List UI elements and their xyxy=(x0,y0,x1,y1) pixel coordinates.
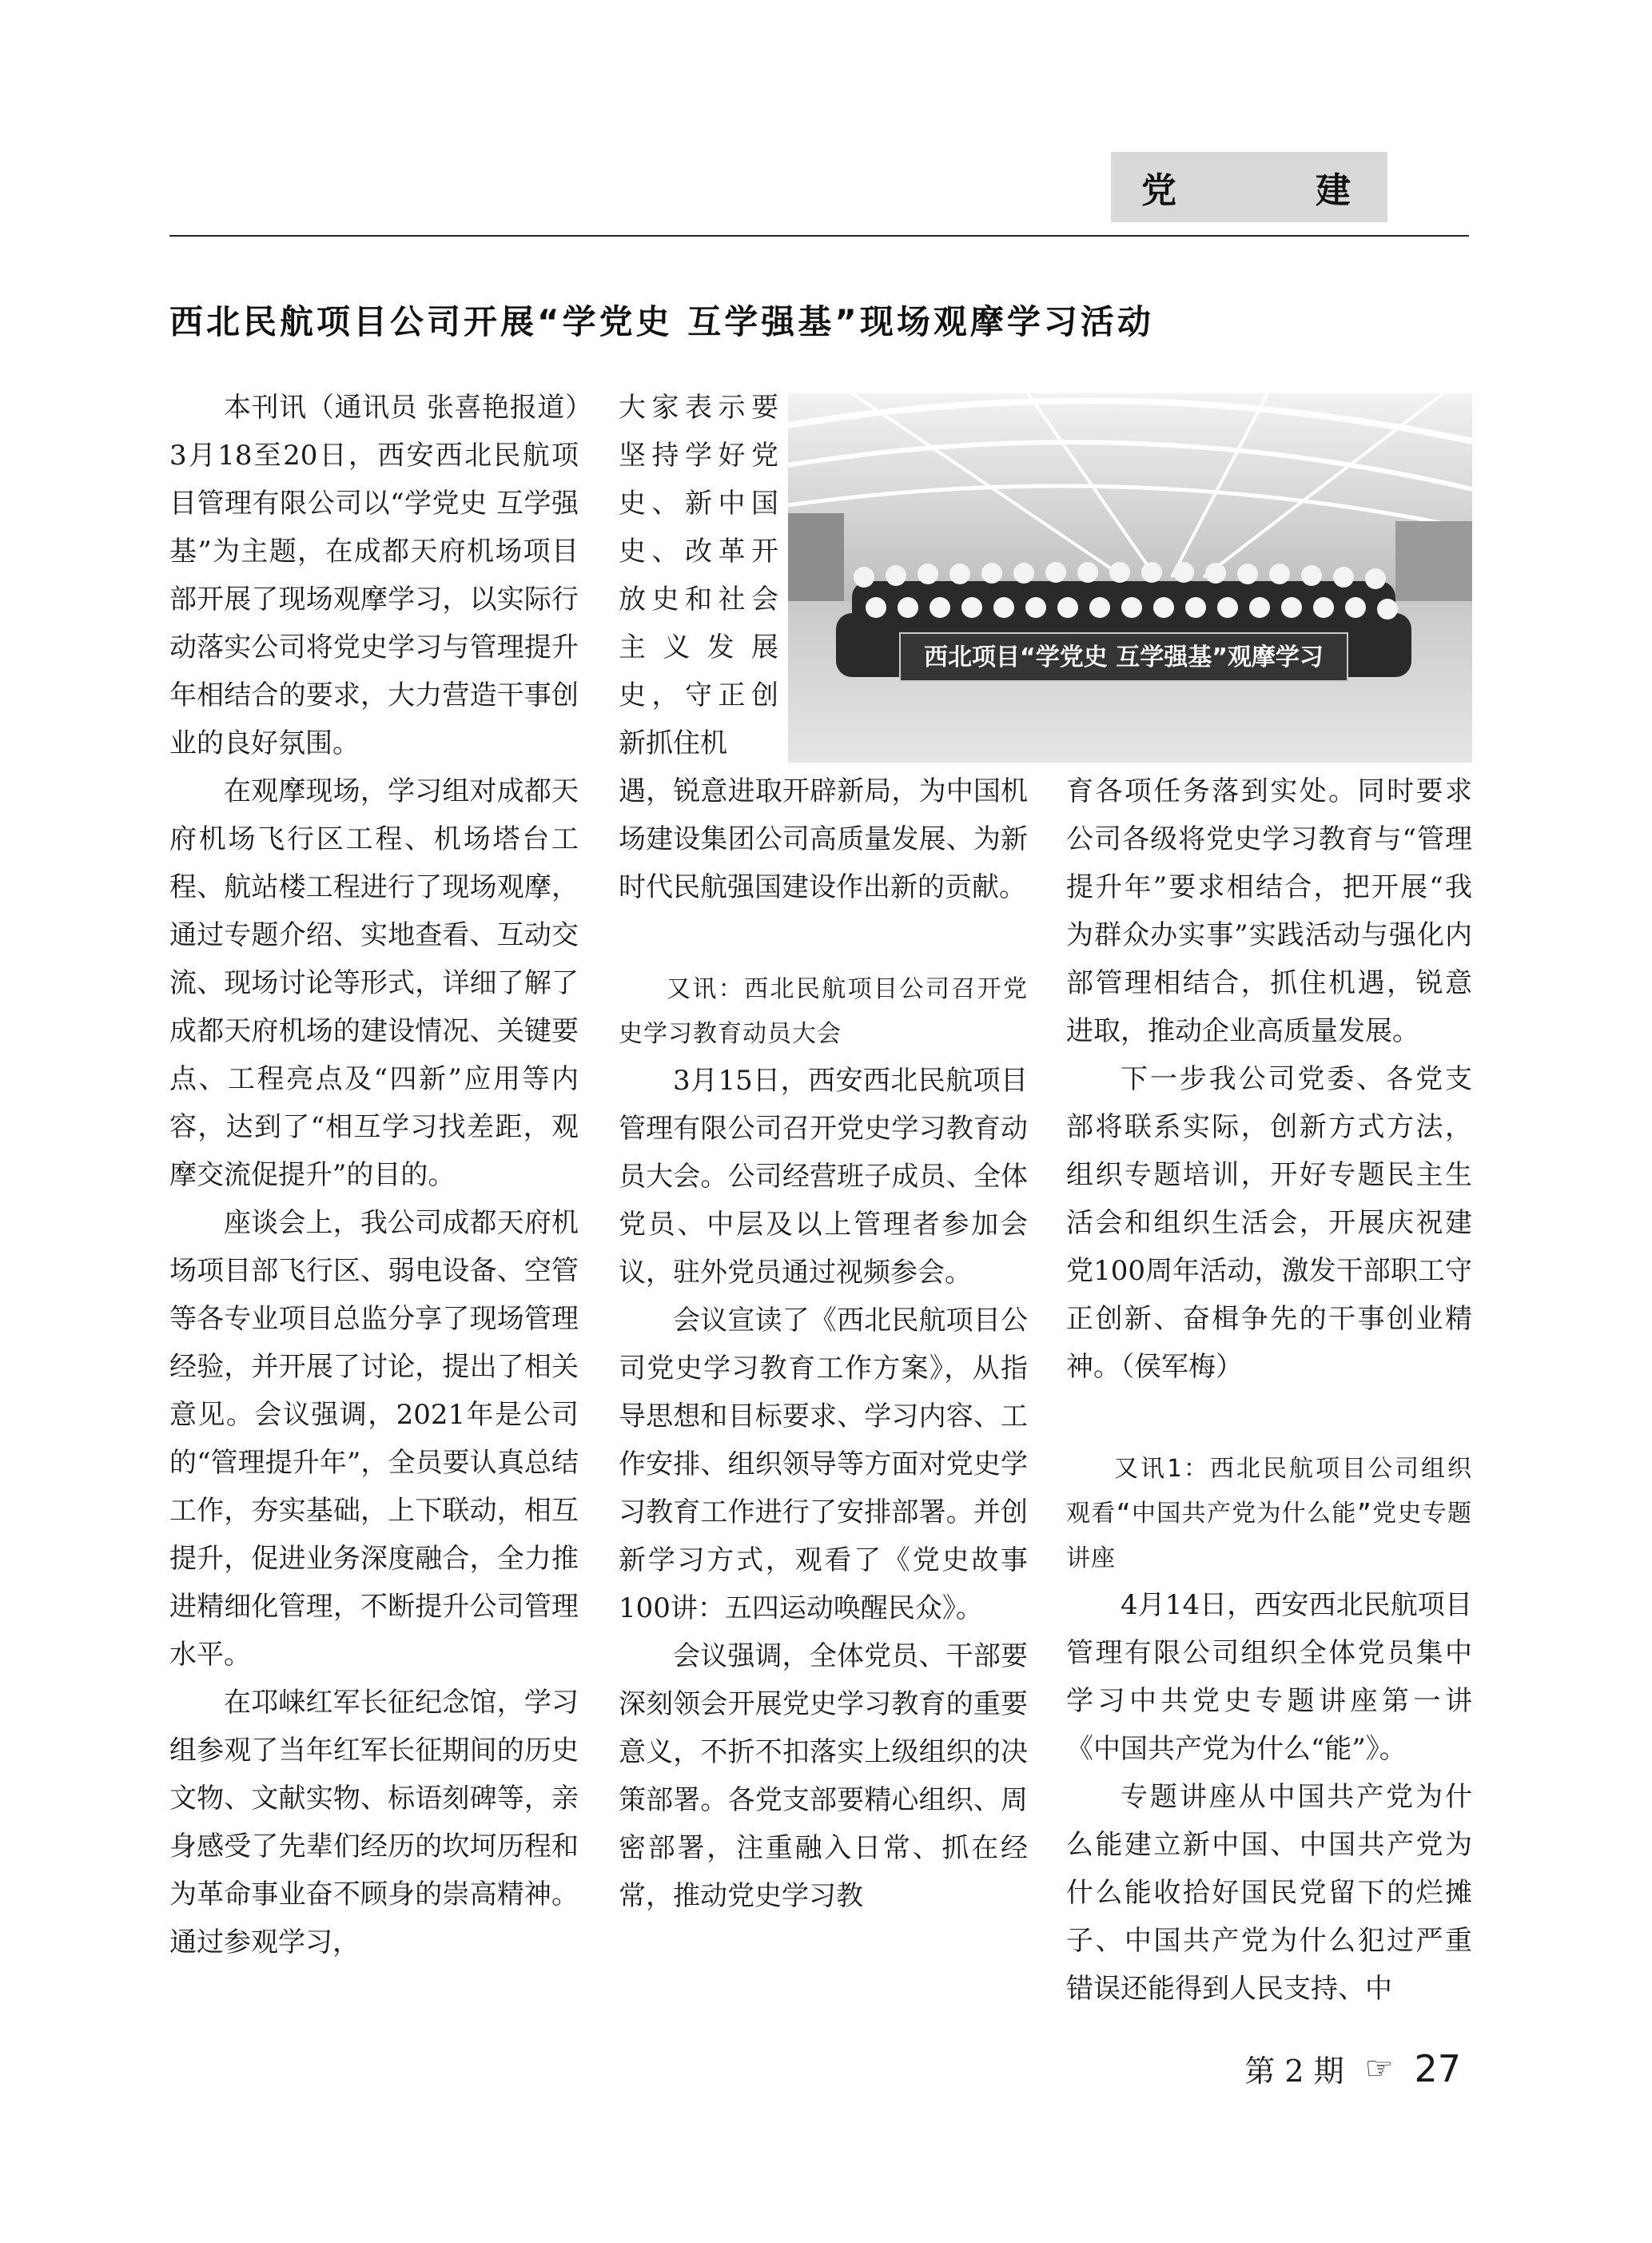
col3-paragraph-4: 专题讲座从中国共产党为什么能建立新中国、中国共产党为什么能收拾好国民党留下的烂摊子、中国共产党为什么犯过严重错误还能得到人民支持、中 xyxy=(1066,1781,1472,2005)
col3-paragraph-3: 4月14日，西安西北民航项目管理有限公司组织全体党员集中学习中共党史专题讲座第一讲《中国共产党为什么“能”》。 xyxy=(1066,1589,1472,1765)
page-number: 27 xyxy=(1414,2046,1461,2090)
article-headline: 西北民航项目公司开展“学党史 互学强基”现场观摩学习活动 xyxy=(169,302,1154,341)
col2-paragraph-4: 会议强调，全体党员、干部要深刻领会开展党史学习教育的重要意义，不折不扣落实上级组织的决策部署。各党支部要精心组织、周密部署，注重融入日常、抓在经常，推动党史学习教 xyxy=(619,1640,1028,1912)
col3-subheading: 又讯1：西北民航项目公司组织观看“中国共产党为什么能”党史专题讲座 xyxy=(1066,1455,1472,1572)
issue-number: 第 2 期 xyxy=(1244,2054,1344,2089)
col1-paragraph-1: 本刊讯（通讯员 张喜艳报道）3月18至20日，西安西北民航项目管理有限公司以“学党史 互学强基”为主题，在成都天府机场项目部开展了现场观摩学习，以实际行动落实公司将党史学习与管理提升年相结合的要求，大力营造干事创业的良好氛围。 xyxy=(169,392,579,759)
col3-paragraph-2: 下一步我公司党委、各党支部将联系实际，创新方式方法，组织专题培训，开好专题民主生活会和组织生活会，开展庆祝建党100周年活动，激发干部职工守正创新、奋楫争先的干事创业精神。（侯军梅） xyxy=(1066,1063,1472,1383)
col1-paragraph-4: 在邛崃红军长征纪念馆，学习组参观了当年红军长征期间的历史文物、文献实物、标语刻碑等，亲身感受了先辈们经历的坎坷历程和为革命事业奋不顾身的崇高精神。通过参观学习， xyxy=(169,1687,579,1958)
column-3 xyxy=(1066,767,1472,2013)
col2-paragraph-1-rest: 遇，锐意进取开辟新局，为中国机场建设集团公司高质量发展、为新时代民航强国建设作出新的贡献。 xyxy=(619,775,1028,903)
header-rule xyxy=(169,235,1469,237)
col2-paragraph-2: 3月15日，西安西北民航项目管理有限公司召开党史学习教育动员大会。公司经营班子成员、全体党员、中层及以上管理者参加会议，驻外党员通过视频参会。 xyxy=(619,1065,1028,1289)
page-footer xyxy=(1173,2046,1461,2090)
column-2 xyxy=(619,384,1028,1920)
col1-paragraph-2: 在观摩现场，学习组对成都天府机场飞行区工程、机场塔台工程、航站楼工程进行了现场观摩，通过专题介绍、实地查看、互动交流、现场讨论等形式，详细了解了成都天府机场的建设情况、关键要点、工程亮点及“四新”应用等内容，达到了“相互学习找差距，观摩交流促提升”的目的。 xyxy=(169,775,579,1191)
col1-paragraph-3: 座谈会上，我公司成都天府机场项目部飞行区、弱电设备、空管等各专业项目总监分享了现场管理经验，并开展了讨论，提出了相关意见。会议强调，2021年是公司的“管理提升年”，全员要认真总结工作，夯实基础，上下联动，相互提升，促进业务深度融合，全力推进精细化管理，不断提升公司管理水平。 xyxy=(169,1207,579,1671)
col3-paragraph-1: 育各项任务落到实处。同时要求公司各级将党史学习教育与“管理提升年”要求相结合，把开展“我为群众办实事”实践活动与强化内部管理相结合，抓住机遇，锐意进取，推动企业高质量发展。 xyxy=(1066,775,1472,1047)
photo-banner-text: 西北项目“学党史 互学强基”观摩学习 xyxy=(924,643,1324,671)
section-tag-char-1: 党 xyxy=(1141,170,1176,211)
section-tag xyxy=(1111,152,1387,222)
col2-subheading: 又讯：西北民航项目公司召开党史学习教育动员大会 xyxy=(619,975,1028,1048)
col2-paragraph-1-narrow: 大家表示要坚持学好党史、新中国史、改革开放史和社会主义发展史，守正创新抓住机 xyxy=(619,392,778,759)
column-1 xyxy=(169,384,579,1966)
pointing-hand-icon: ☞ xyxy=(1364,2050,1394,2087)
col2-paragraph-3: 会议宣读了《西北民航项目公司党史学习教育工作方案》，从指导思想和目标要求、学习内容、工作安排、组织领导等方面对党史学习教育工作进行了安排部署。并创新学习方式，观看了《党史故事100讲：五四运动唤醒民众》。 xyxy=(619,1305,1028,1624)
section-tag-char-2: 建 xyxy=(1316,170,1351,211)
